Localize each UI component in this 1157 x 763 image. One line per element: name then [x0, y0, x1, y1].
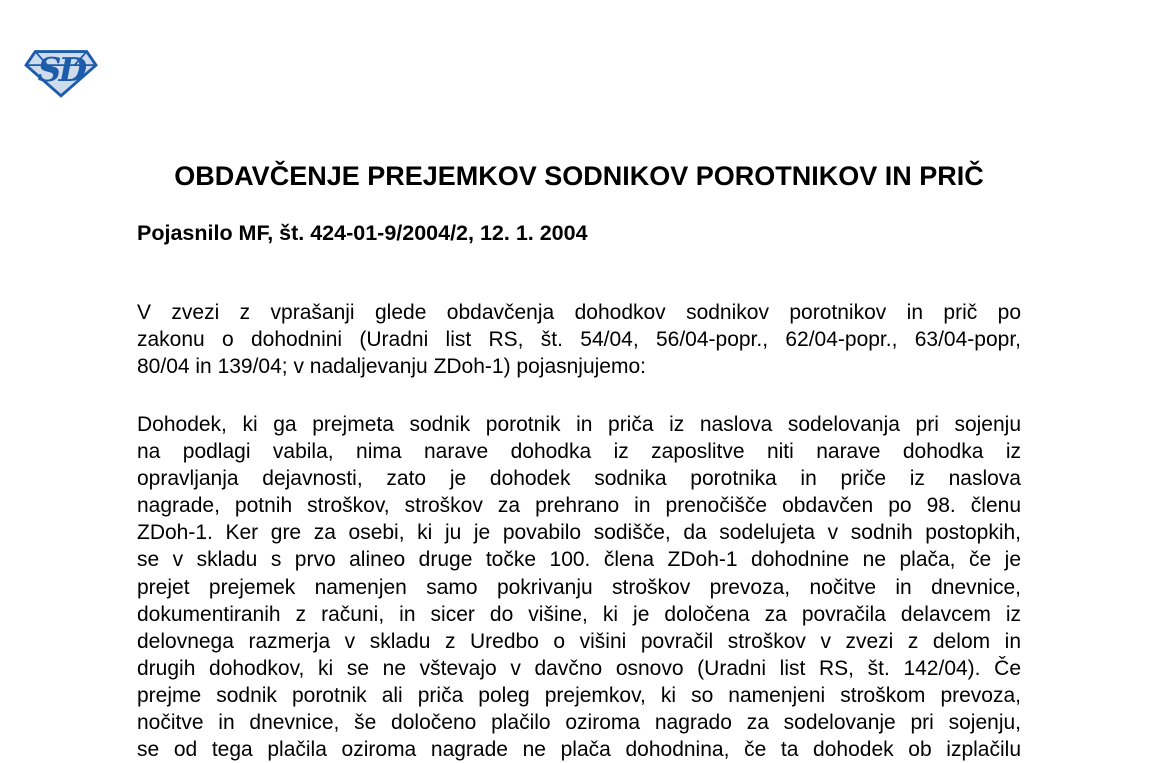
text-line: na podlagi vabila, nima narave dohodka iz zaposlitve niti narave dohodka iz: [137, 440, 1021, 464]
text-line: nagrade, potnih stroškov, stroškov za prehrano in prenočišče obdavčen po 98. členu: [137, 494, 1021, 518]
text-line: ZDoh-1. Ker gre za osebi, ki ju je povabilo sodišče, da sodelujeta v sodnih postopkih,: [137, 521, 1021, 545]
paragraph-main: [137, 411, 1021, 763]
text-line: opravljanja dejavnosti, zato je dohodek sodnika porotnika in priče iz naslova: [137, 467, 1021, 491]
paragraph-intro: [137, 299, 1021, 380]
sd-logo: [23, 48, 99, 98]
text-line: se od tega plačila oziroma nagrade ne plača dohodnina, če ta dohodek ob izplačilu: [137, 738, 1021, 762]
document-subtitle: Pojasnilo MF, št. 424-01-9/2004/2, 12. 1. 2004: [137, 221, 588, 245]
text-line: se v skladu s prvo alineo druge točke 100. člena ZDoh-1 dohodnine ne plača, če je: [137, 548, 1021, 572]
text-line: prejme sodnik porotnik ali priča poleg prejemkov, ki so namenjeni stroškom prevoza,: [137, 683, 1021, 707]
text-line: 80/04 in 139/04; v nadaljevanju ZDoh-1) pojasnjujemo:: [137, 355, 646, 379]
text-line: zakonu o dohodnini (Uradni list RS, št. 54/04, 56/04-popr., 62/04-popr., 63/04-popr,: [137, 328, 1021, 352]
text-line: drugih dohodkov, ki se ne vštevajo v davčno osnovo (Uradni list RS, št. 142/04). Če: [137, 656, 1021, 680]
text-line: prejet prejemek namenjen samo pokrivanju stroškov prevoza, nočitve in dnevnice,: [137, 575, 1021, 599]
sd-diamond-icon: [23, 48, 99, 98]
logo-letters: SD: [37, 49, 85, 89]
text-line: nočitve in dnevnice, še določeno plačilo oziroma nagrado za sodelovanje pri sojenju,: [137, 711, 1021, 735]
document-title: OBDAVČENJE PREJEMKOV SODNIKOV POROTNIKOV IN PRIČ: [174, 161, 984, 191]
text-line: V zvezi z vprašanji glede obdavčenja dohodkov sodnikov porotnikov in prič po: [137, 301, 1021, 324]
text-line: Dohodek, ki ga prejmeta sodnik porotnik in priča iz naslova sodelovanja pri sojenju: [137, 413, 1021, 436]
text-line: delovnega razmerja v skladu z Uredbo o višini povračil stroškov v zvezi z delom in: [137, 629, 1021, 653]
text-line: dokumentiranih z računi, in sicer do višine, ki je določena za povračila delavcem iz: [137, 602, 1021, 626]
